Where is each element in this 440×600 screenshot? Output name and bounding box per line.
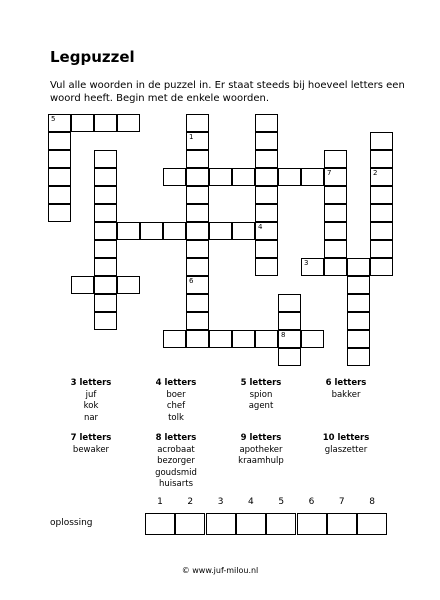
clue-number: 4 — [258, 223, 263, 231]
solution-box[interactable] — [297, 513, 327, 535]
grid-cell[interactable] — [186, 114, 209, 132]
grid-cell[interactable] — [209, 222, 232, 240]
grid-cell[interactable] — [324, 222, 347, 240]
word-item: kraamhulp — [238, 456, 284, 466]
grid-cell[interactable] — [278, 294, 301, 312]
grid-cell[interactable] — [347, 294, 370, 312]
grid-cell[interactable] — [301, 330, 324, 348]
grid-cell[interactable] — [370, 258, 393, 276]
word-item: agent — [248, 401, 274, 411]
grid-cell[interactable] — [71, 114, 94, 132]
solution-box[interactable] — [266, 513, 296, 535]
grid-cell[interactable] — [48, 186, 71, 204]
word-item: kok — [83, 401, 99, 411]
grid-cell[interactable] — [347, 276, 370, 294]
grid-cell[interactable] — [94, 150, 117, 168]
grid-cell[interactable] — [232, 330, 255, 348]
grid-cell[interactable] — [48, 204, 71, 222]
solution-box[interactable] — [206, 513, 236, 535]
word-item: chef — [166, 401, 186, 411]
word-group — [46, 433, 136, 456]
grid-cell[interactable] — [117, 276, 140, 294]
grid-cell[interactable] — [186, 150, 209, 168]
grid-cell[interactable] — [278, 168, 301, 186]
grid-cell[interactable] — [94, 168, 117, 186]
grid-cell[interactable] — [186, 240, 209, 258]
grid-cell[interactable] — [370, 240, 393, 258]
clue-number: 8 — [281, 331, 286, 339]
word-group-heading: 8 letters — [155, 433, 197, 443]
solution-box[interactable] — [357, 513, 387, 535]
grid-cell[interactable] — [301, 168, 324, 186]
grid-cell[interactable] — [278, 348, 301, 366]
grid-cell[interactable] — [94, 258, 117, 276]
word-group-heading: 5 letters — [240, 378, 282, 388]
grid-cell[interactable] — [94, 204, 117, 222]
grid-cell[interactable] — [324, 150, 347, 168]
grid-cell[interactable] — [186, 312, 209, 330]
word-item: nar — [83, 412, 99, 423]
clue-number: 2 — [373, 169, 378, 177]
grid-cell[interactable] — [324, 186, 347, 204]
grid-cell[interactable] — [347, 348, 370, 366]
solution-box[interactable] — [175, 513, 205, 535]
grid-cell[interactable] — [163, 168, 186, 186]
grid-cell[interactable] — [255, 186, 278, 204]
grid-cell[interactable] — [370, 186, 393, 204]
word-item: bewaker — [72, 444, 110, 455]
word-item: juf — [85, 389, 97, 400]
grid-cell[interactable] — [94, 240, 117, 258]
grid-cell[interactable] — [186, 168, 209, 186]
grid-cell[interactable] — [186, 330, 209, 348]
solution-number: 6 — [308, 497, 315, 507]
grid-cell[interactable] — [163, 222, 186, 240]
solution-number: 7 — [338, 497, 345, 507]
word-group-heading: 9 letters — [240, 433, 282, 443]
grid-cell[interactable] — [255, 114, 278, 132]
grid-cell[interactable] — [347, 330, 370, 348]
word-group — [216, 378, 306, 413]
grid-cell[interactable] — [48, 132, 71, 150]
grid-cell[interactable] — [186, 294, 209, 312]
grid-cell[interactable] — [94, 294, 117, 312]
word-group-heading: 10 letters — [322, 433, 370, 443]
word-group-heading: 4 letters — [155, 378, 197, 388]
word-item: tolk — [168, 412, 184, 423]
grid-cell[interactable] — [186, 222, 209, 240]
grid-cell[interactable] — [255, 240, 278, 258]
word-item: huisarts — [158, 479, 194, 489]
grid-cell[interactable] — [94, 222, 117, 240]
solution-box[interactable] — [236, 513, 266, 535]
grid-cell[interactable] — [370, 222, 393, 240]
word-group-heading: 7 letters — [70, 433, 112, 443]
footer-copyright: © www.juf-milou.nl — [181, 566, 259, 575]
grid-cell[interactable] — [278, 312, 301, 330]
grid-cell[interactable] — [186, 258, 209, 276]
grid-cell[interactable] — [370, 204, 393, 222]
grid-cell[interactable] — [94, 312, 117, 330]
solution-number: 1 — [157, 497, 163, 507]
solution-number: 4 — [248, 497, 254, 507]
grid-cell[interactable] — [324, 240, 347, 258]
grid-cell[interactable] — [94, 186, 117, 204]
grid-cell[interactable] — [255, 258, 278, 276]
clue-number: 1 — [189, 133, 194, 141]
grid-cell[interactable] — [48, 150, 71, 168]
grid-cell[interactable] — [232, 168, 255, 186]
grid-cell[interactable] — [347, 258, 370, 276]
grid-cell[interactable] — [186, 204, 209, 222]
word-group — [46, 378, 136, 424]
grid-cell[interactable] — [232, 222, 255, 240]
grid-cell[interactable] — [186, 186, 209, 204]
word-group — [301, 378, 391, 401]
word-item: glaszetter — [324, 444, 368, 455]
grid-cell[interactable] — [163, 330, 186, 348]
grid-cell[interactable] — [255, 330, 278, 348]
grid-cell[interactable] — [347, 312, 370, 330]
word-item: apotheker — [239, 444, 283, 455]
solution-number: 2 — [187, 497, 194, 507]
grid-cell[interactable] — [255, 204, 278, 222]
solution-number: 3 — [217, 497, 224, 507]
clue-number: 6 — [189, 277, 194, 285]
word-item: goudsmid — [155, 467, 197, 478]
word-group — [131, 433, 221, 491]
grid-cell[interactable] — [71, 276, 94, 294]
clue-number: 5 — [51, 115, 56, 123]
solution-box[interactable] — [145, 513, 175, 535]
grid-cell[interactable] — [117, 222, 140, 240]
page-title: Legpuzzel — [50, 48, 135, 66]
grid-cell[interactable] — [140, 222, 163, 240]
solution-number: 8 — [369, 497, 375, 507]
word-group-heading: 6 letters — [325, 378, 367, 388]
grid-cell[interactable] — [209, 330, 232, 348]
grid-cell[interactable] — [255, 132, 278, 150]
word-item: spion — [249, 389, 273, 400]
clue-number: 7 — [327, 169, 332, 177]
grid-cell[interactable] — [117, 114, 140, 132]
word-group — [131, 378, 221, 424]
word-group — [216, 433, 306, 468]
grid-cell[interactable] — [370, 150, 393, 168]
grid-cell[interactable] — [94, 276, 117, 294]
word-item: acrobaat — [157, 444, 195, 455]
grid-cell[interactable] — [209, 168, 232, 186]
grid-cell[interactable] — [255, 168, 278, 186]
grid-cell[interactable] — [324, 258, 347, 276]
solution-number: 5 — [278, 497, 285, 507]
word-item: bezorger — [157, 456, 195, 466]
grid-cell[interactable] — [94, 114, 117, 132]
word-item: bakker — [331, 389, 361, 400]
grid-cell[interactable] — [370, 132, 393, 150]
solution-label: oplossing — [50, 518, 93, 528]
word-item: boer — [166, 389, 186, 400]
word-group — [301, 433, 391, 456]
word-group-heading: 3 letters — [70, 378, 112, 388]
instructions: Vul alle woorden in de puzzel in. Er staat steeds bij hoeveel letters een woord heeft. Begin met de enkele woorden. — [50, 80, 405, 104]
clue-number: 3 — [304, 259, 309, 267]
grid-cell[interactable] — [324, 204, 347, 222]
grid-cell[interactable] — [255, 150, 278, 168]
solution-box[interactable] — [327, 513, 357, 535]
grid-cell[interactable] — [48, 168, 71, 186]
